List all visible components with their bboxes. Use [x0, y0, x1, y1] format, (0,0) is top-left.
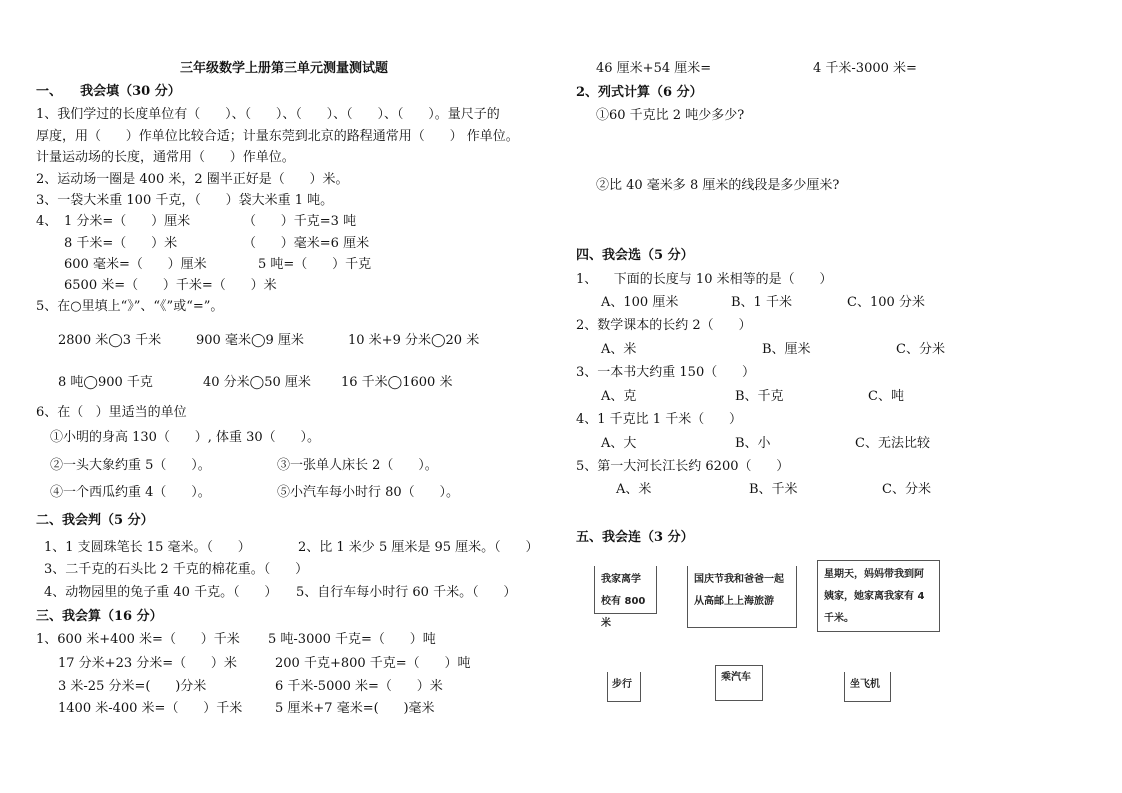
- choice-q1-c: C、100 分米: [847, 295, 925, 310]
- word-problems-heading: 2、列式计算（6 分）: [576, 85, 703, 100]
- q6-5: ⑤小汽车每小时行 80（ ）。: [277, 485, 459, 500]
- q4-label: 4、: [36, 214, 58, 229]
- q6-2: ②一头大象约重 5（ ）。: [50, 458, 211, 473]
- calc-r4-b: 5 厘米+7 毫米=( )毫米: [275, 701, 435, 716]
- judge-2: 2、比 1 米少 5 厘米是 95 厘米。（ ）: [298, 540, 539, 555]
- choice-q2-a: A、米: [601, 342, 637, 357]
- choice-q4-b: B、小: [735, 436, 771, 451]
- choice-q4: 4、1 千克比 1 千米（ ）: [576, 412, 743, 427]
- q6-3: ③一张单人床长 2（ ）。: [277, 458, 438, 473]
- q5-r2-b: 40 分米◯50 厘米: [203, 375, 311, 390]
- q4-r1-b: （ ）千克=3 吨: [243, 214, 357, 229]
- calc-r3-b: 6 千米-5000 米=（ ）米: [275, 679, 443, 694]
- choice-q5-c: C、分米: [882, 482, 931, 497]
- section-2-heading: 二、我会判（5 分）: [36, 513, 154, 528]
- choice-q4-a: A、大: [601, 436, 637, 451]
- section-1-heading: 一、 我会填（30 分）: [36, 84, 181, 99]
- section-5-heading: 五、我会连（3 分）: [576, 530, 694, 545]
- q6-4: ④一个西瓜约重 4（ ）。: [50, 485, 211, 500]
- word-problem-2: ②比 40 毫米多 8 厘米的线段是多少厘米?: [596, 178, 840, 193]
- section-3-heading: 三、我会算（16 分）: [36, 609, 163, 624]
- judge-3: 3、二千克的石头比 2 千克的棉花重。（ ）: [44, 562, 309, 577]
- q4-r2-a: 8 千米=（ ）米: [64, 236, 178, 251]
- judge-4: 4、动物园里的兔子重 40 千克。（ ）: [44, 585, 278, 600]
- q4-r4-a: 6500 米=（ ）千米=（ ）米: [64, 278, 277, 293]
- page-title: 三年级数学上册第三单元测量测试题: [180, 61, 389, 76]
- match-box-bottom-2[interactable]: 乘汽车: [715, 665, 763, 701]
- q1-line2: 厚度，用（ ）作单位比较合适；计量东莞到北京的路程通常用（ ） 作单位。: [36, 129, 519, 144]
- calc-r2-a: 17 分米+23 分米=（ ）米: [58, 656, 237, 671]
- calc-r1-a: 1、600 米+400 米=（ ）千米: [36, 632, 240, 647]
- q1-line3: 计量运动场的长度，通常用（ ）作单位。: [36, 150, 295, 165]
- match-box-bottom-3[interactable]: 坐飞机: [844, 672, 891, 702]
- match-box-bottom-1[interactable]: 步行: [607, 672, 641, 702]
- match-box-top-1[interactable]: 我家离学校有 800 米: [594, 566, 657, 614]
- q5-r2-a: 8 吨◯900 千克: [58, 375, 153, 390]
- choice-q1-a: A、100 厘米: [601, 295, 679, 310]
- q4-r2-b: （ ）毫米=6 厘米: [243, 236, 370, 251]
- q4-r1-a: 1 分米=（ ）厘米: [64, 214, 191, 229]
- calc-r5-b: 4 千米-3000 米=: [813, 61, 917, 76]
- calc-r3-a: 3 米-25 分米=( )分米: [58, 679, 207, 694]
- choice-q3-c: C、吨: [868, 389, 904, 404]
- match-box-top-2[interactable]: 国庆节我和爸爸一起从高邮上上海旅游: [687, 566, 797, 628]
- choice-q3-b: B、千克: [735, 389, 784, 404]
- word-problem-1: ①60 千克比 2 吨少多少?: [596, 108, 745, 123]
- choice-q5-a: A、米: [616, 482, 652, 497]
- section-4-heading: 四、我会选（5 分）: [576, 248, 694, 263]
- choice-q2: 2、数学课本的长约 2（ ）: [576, 318, 752, 333]
- calc-r1-b: 5 吨-3000 千克=（ ）吨: [268, 632, 436, 647]
- match-box-top-3[interactable]: 星期天，妈妈带我到阿姨家，她家离我家有 4 千米。: [817, 560, 940, 632]
- q4-r3-a: 600 毫米=（ ）厘米: [64, 257, 207, 272]
- q3: 3、一袋大米重 100 千克，（ ）袋大米重 1 吨。: [36, 193, 334, 208]
- q5-r1-a: 2800 米◯3 千米: [58, 333, 162, 348]
- q2: 2、运动场一圈是 400 米，2 圈半正好是（ ）米。: [36, 172, 349, 187]
- q6-1: ①小明的身高 130（ ）, 体重 30（ ）。: [50, 430, 320, 445]
- choice-q2-c: C、分米: [896, 342, 945, 357]
- q1-line1: 1、我们学过的长度单位有（ ）、（ ）、（ ）、（ ）、（ ）。量尺子的: [36, 107, 500, 122]
- judge-1: 1、1 支圆珠笔长 15 毫米。（ ）: [44, 540, 251, 555]
- q5: 5、在○里填上“》”、“《”或“=”。: [36, 299, 224, 314]
- choice-q4-c: C、无法比较: [855, 436, 930, 451]
- calc-r4-a: 1400 米-400 米=（ ）千米: [58, 701, 243, 716]
- calc-r2-b: 200 千克+800 千克=（ ）吨: [275, 656, 471, 671]
- q4-r3-b: 5 吨=（ ）千克: [258, 257, 372, 272]
- choice-q1: 1、 下面的长度与 10 米相等的是（ ）: [576, 272, 833, 287]
- choice-q1-b: B、1 千米: [731, 295, 792, 310]
- choice-q2-b: B、厘米: [762, 342, 811, 357]
- choice-q5: 5、第一大河长江长约 6200（ ）: [576, 459, 790, 474]
- q5-r2-c: 16 千米◯1600 米: [341, 375, 453, 390]
- q5-r1-b: 900 毫米◯9 厘米: [196, 333, 304, 348]
- choice-q5-b: B、千米: [749, 482, 798, 497]
- choice-q3-a: A、克: [601, 389, 637, 404]
- q6: 6、在（ ）里适当的单位: [36, 405, 187, 420]
- q5-r1-c: 10 米+9 分米◯20 米: [348, 333, 480, 348]
- choice-q3: 3、一本书大约重 150（ ）: [576, 365, 756, 380]
- judge-5: 5、自行车每小时行 60 千米。（ ）: [296, 585, 517, 600]
- calc-r5-a: 46 厘米+54 厘米=: [596, 61, 712, 76]
